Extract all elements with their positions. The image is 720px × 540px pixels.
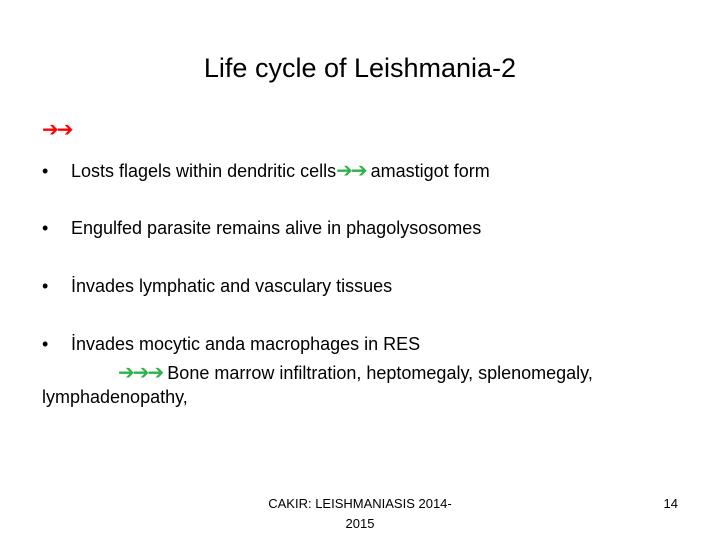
slide-title: Life cycle of Leishmania-2 bbox=[203, 53, 517, 83]
bullet-text-1b: amastigot form bbox=[370, 161, 490, 181]
bullet-item-1 bbox=[42, 159, 490, 183]
bullet-item-4-continuation bbox=[118, 361, 593, 385]
bullet-text-2: Engulfed parasite remains alive in phagolysosomes bbox=[71, 218, 482, 238]
bullet-text-1a: Losts flagels within dendritic cells bbox=[71, 161, 337, 181]
bullet-dot: • bbox=[42, 276, 49, 296]
footer-line-2: 2015 bbox=[345, 516, 375, 531]
footer-line-1: CAKIR: LEISHMANIASIS 2014- bbox=[268, 496, 452, 511]
bullet-dot: • bbox=[42, 218, 49, 238]
bullet-text-4: İnvades mocytic anda macrophages in RES bbox=[71, 334, 421, 354]
green-triple-arrow-icon: ➔➔➔ bbox=[118, 362, 163, 384]
page-number: 14 bbox=[663, 496, 678, 511]
bullet-dot: • bbox=[42, 334, 49, 354]
bullet-text-3: İnvades lymphatic and vasculary tissues bbox=[71, 276, 393, 296]
bullet-item-4 bbox=[42, 332, 420, 356]
green-double-arrow-icon: ➔➔ bbox=[336, 160, 366, 182]
footer-text bbox=[240, 494, 480, 534]
red-double-arrow-icon: ➔➔ bbox=[42, 119, 72, 141]
bullet-text-4-cont-1: Bone marrow infiltration, heptomegaly, splenomegaly, bbox=[167, 363, 593, 383]
bullet-item-4-continuation-2: lymphadenopathy, bbox=[42, 387, 188, 407]
bullet-item-2 bbox=[42, 216, 481, 240]
bullet-item-3 bbox=[42, 274, 392, 298]
bullet-dot: • bbox=[42, 161, 49, 181]
